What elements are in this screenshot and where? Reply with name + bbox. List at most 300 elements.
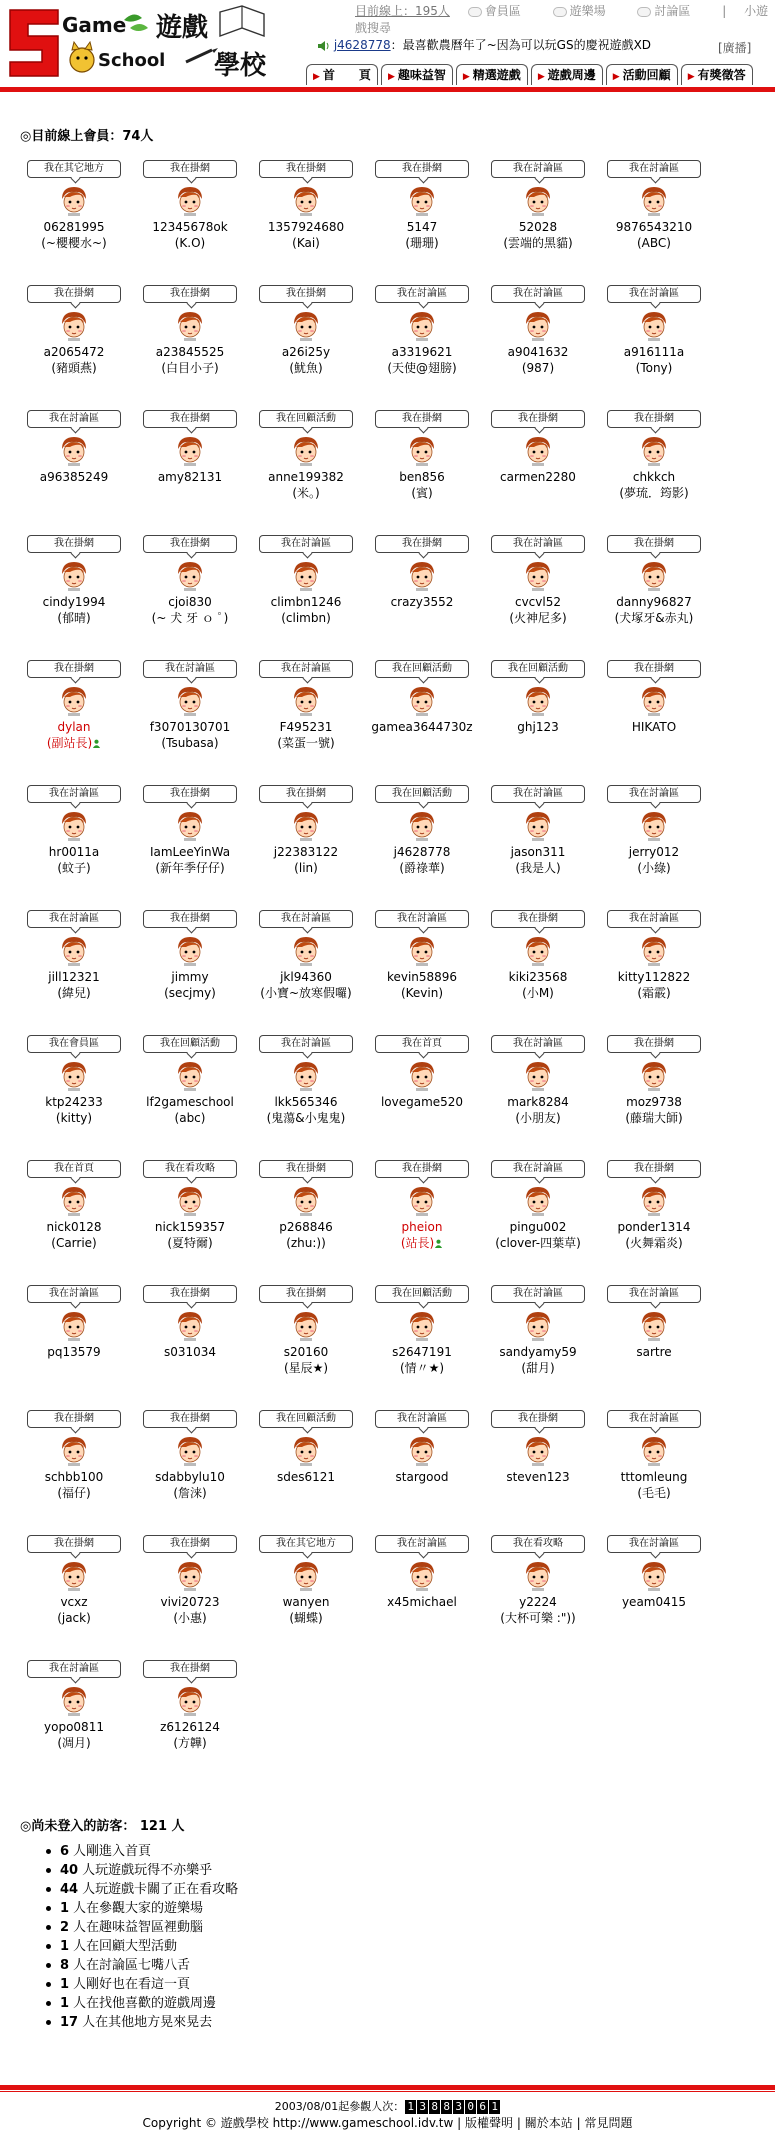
- member-username[interactable]: a3319621: [391, 345, 453, 359]
- tab-featured-games[interactable]: ▶ 精選遊戲: [456, 64, 528, 85]
- member-username[interactable]: a96385249: [39, 470, 109, 484]
- member-username[interactable]: sdabbylu10: [155, 1470, 225, 1484]
- member-location-badge: 我在討論區: [259, 535, 353, 553]
- member-username[interactable]: sartre: [636, 1345, 672, 1359]
- member-card[interactable]: [248, 785, 364, 905]
- ticker-user-link[interactable]: j4628778: [333, 38, 391, 52]
- member-username[interactable]: 1357924680: [267, 220, 345, 234]
- member-location-badge: 我在回顧活動: [491, 660, 585, 678]
- member-username[interactable]: anne199382: [268, 470, 344, 484]
- member-location-badge: 我在掛網: [607, 660, 701, 678]
- member-username[interactable]: f3070130701: [149, 720, 231, 734]
- avatar-icon: [173, 1559, 207, 1593]
- member-nickname: (~ 犬 牙 ｏ ﾟ): [151, 611, 229, 625]
- avatar-icon: [637, 184, 671, 218]
- member-username[interactable]: jerry012: [628, 845, 680, 859]
- member-username[interactable]: a2065472: [43, 345, 105, 359]
- minigame-search-link[interactable]: 小遊戲搜尋: [355, 4, 769, 35]
- member-nickname: (天使@翅膀): [387, 361, 457, 375]
- member-card[interactable]: [480, 535, 596, 655]
- member-username[interactable]: HIKATO: [631, 720, 677, 734]
- counter-digit: 3: [453, 2100, 464, 2114]
- avatar-icon: [521, 809, 555, 843]
- member-username[interactable]: sdes6121: [276, 1470, 336, 1484]
- member-nickname: (小綠): [637, 861, 671, 875]
- member-username[interactable]: ghj123: [517, 720, 559, 734]
- member-nickname: (菜蛋一號): [277, 736, 335, 750]
- member-nickname: (詹涞): [173, 1486, 207, 1500]
- counter-label: 2003/08/01起參觀人次：: [274, 2100, 405, 2113]
- member-username[interactable]: pingu002: [509, 1220, 567, 1234]
- member-username[interactable]: z6126124: [160, 1720, 220, 1734]
- member-location-badge: 我在掛網: [143, 410, 237, 428]
- member-nickname: (Tony): [635, 361, 673, 375]
- member-username[interactable]: pheion: [401, 1220, 443, 1234]
- online-count-link[interactable]: 目前線上：195人: [355, 4, 450, 18]
- member-card[interactable]: [480, 1160, 596, 1280]
- member-username[interactable]: 5147: [406, 220, 438, 234]
- member-location-badge: 我在掛網: [27, 1535, 121, 1553]
- member-card[interactable]: [596, 1535, 712, 1655]
- guest-list-item: [46, 1937, 238, 1956]
- member-username[interactable]: x45michael: [387, 1595, 457, 1609]
- arrow-icon: ▶: [462, 72, 470, 82]
- member-card[interactable]: [132, 535, 248, 655]
- member-username[interactable]: kiki23568: [508, 970, 568, 984]
- member-nickname: (小寶~放寒假囉): [260, 986, 352, 1000]
- member-nickname: (新年季仔仔): [155, 861, 225, 875]
- avatar-icon: [637, 434, 671, 468]
- member-location-badge: 我在討論區: [375, 285, 469, 303]
- member-username[interactable]: a9041632: [507, 345, 569, 359]
- avatar-icon: [521, 934, 555, 968]
- member-card[interactable]: [16, 785, 132, 905]
- member-location-badge: 我在討論區: [375, 1410, 469, 1428]
- online-members-title: ◎目前線上會員：74人: [20, 129, 154, 144]
- member-card[interactable]: [248, 1285, 364, 1405]
- member-nickname: (郁晴): [57, 611, 91, 625]
- member-card[interactable]: [248, 285, 364, 405]
- member-nickname: (987): [521, 361, 555, 375]
- member-card[interactable]: [364, 1535, 480, 1655]
- member-username[interactable]: hr0011a: [48, 845, 100, 859]
- member-location-badge: 我在掛網: [375, 535, 469, 553]
- avatar-icon: [637, 809, 671, 843]
- member-username[interactable]: IamLeeYinWa: [149, 845, 231, 859]
- member-username[interactable]: 52028: [518, 220, 558, 234]
- guest-count: 1: [60, 1996, 70, 2011]
- member-nickname: (lin): [294, 861, 318, 875]
- avatar-icon: [405, 1434, 439, 1468]
- member-nickname: (小朋友): [515, 1111, 561, 1125]
- member-nickname: (climbn): [281, 611, 331, 625]
- avatar-icon: [405, 184, 439, 218]
- avatar-icon: [289, 1434, 323, 1468]
- member-location-badge: 我在掛網: [491, 410, 585, 428]
- member-location-badge: 我在掛網: [143, 1285, 237, 1303]
- member-nickname: (方韡): [173, 1736, 207, 1750]
- member-card[interactable]: [480, 660, 596, 780]
- member-username[interactable]: sandyamy59: [499, 1345, 577, 1359]
- member-card[interactable]: [480, 785, 596, 905]
- avatar-icon: [173, 1059, 207, 1093]
- arrow-icon: ▶: [687, 72, 695, 82]
- member-card[interactable]: [248, 410, 364, 530]
- guest-count: 6: [60, 1844, 70, 1859]
- copyright-link[interactable]: 版權聲明: [465, 2116, 514, 2130]
- tab-puzzle[interactable]: ▶ 趣味益智: [381, 64, 453, 85]
- guest-count: 8: [60, 1958, 70, 1973]
- member-card[interactable]: [596, 160, 712, 280]
- copyright-text: Copyright © 遊戲學校 http://www.gameschool.idv.tw: [142, 2116, 454, 2130]
- avatar-icon: [521, 184, 555, 218]
- member-card[interactable]: [480, 160, 596, 280]
- member-nickname: (藤瑞大師): [625, 1111, 683, 1125]
- gameschool-logo[interactable]: [6, 2, 306, 84]
- member-username[interactable]: 9876543210: [615, 220, 693, 234]
- avatar-icon: [173, 309, 207, 343]
- member-nickname: (豬頭燕): [51, 361, 97, 375]
- member-card[interactable]: [16, 1410, 132, 1530]
- avatar-icon: [521, 559, 555, 593]
- member-location-badge: 我在回顧活動: [259, 410, 353, 428]
- member-username[interactable]: jill12321: [48, 970, 100, 984]
- member-card[interactable]: [132, 1410, 248, 1530]
- member-username[interactable]: lkk565346: [274, 1095, 338, 1109]
- member-card[interactable]: [364, 1285, 480, 1405]
- member-card[interactable]: [132, 660, 248, 780]
- avatar-icon: [57, 1059, 91, 1093]
- member-username[interactable]: amy82131: [157, 470, 223, 484]
- member-username[interactable]: jkl94360: [280, 970, 332, 984]
- avatar-icon: [57, 434, 91, 468]
- member-card[interactable]: [248, 535, 364, 655]
- member-location-badge: 我在掛網: [607, 535, 701, 553]
- member-username[interactable]: pq13579: [47, 1345, 101, 1359]
- member-card[interactable]: [364, 410, 480, 530]
- tab-event-review[interactable]: ▶ 活動回顧: [606, 64, 678, 85]
- guest-count: 2: [60, 1920, 70, 1935]
- site-header: [0, 0, 775, 92]
- member-card[interactable]: [248, 1410, 364, 1530]
- member-card[interactable]: [16, 160, 132, 280]
- member-card[interactable]: [16, 660, 132, 780]
- member-username[interactable]: crazy3552: [390, 595, 454, 609]
- member-location-badge: 我在掛網: [27, 1410, 121, 1428]
- member-card[interactable]: [132, 910, 248, 1030]
- member-card[interactable]: [132, 1285, 248, 1405]
- member-nickname: (毛毛): [637, 1486, 671, 1500]
- member-card[interactable]: [16, 1660, 132, 1780]
- member-username[interactable]: ben856: [399, 470, 445, 484]
- member-location-badge: 我在討論區: [491, 1160, 585, 1178]
- member-nickname: (小惠): [173, 1611, 207, 1625]
- member-card[interactable]: [596, 1160, 712, 1280]
- member-card[interactable]: [596, 1285, 712, 1405]
- member-username[interactable]: a23845525: [155, 345, 225, 359]
- member-card[interactable]: [364, 1160, 480, 1280]
- member-username[interactable]: carmen2280: [500, 470, 576, 484]
- member-location-badge: 我在掛網: [375, 1160, 469, 1178]
- guest-activity: 人剛進入首頁: [73, 1844, 152, 1859]
- member-card[interactable]: [248, 1160, 364, 1280]
- avatar-icon: [289, 1059, 323, 1093]
- arrow-icon: ▶: [612, 72, 620, 82]
- guest-list-item: [46, 2013, 238, 2032]
- member-card[interactable]: [132, 1160, 248, 1280]
- member-nickname: (K.O): [174, 236, 206, 250]
- member-card[interactable]: [132, 1035, 248, 1155]
- member-username[interactable]: kevin58896: [386, 970, 458, 984]
- member-location-badge: 我在首頁: [27, 1160, 121, 1178]
- tab-game-goods[interactable]: ▶ 遊戲周邊: [531, 64, 603, 85]
- cloud-icon: [553, 7, 567, 17]
- member-card[interactable]: [16, 1160, 132, 1280]
- avatar-icon: [173, 434, 207, 468]
- avatar-icon: [173, 809, 207, 843]
- member-username[interactable]: y2224: [519, 1595, 557, 1609]
- counter-digit: 8: [429, 2100, 440, 2114]
- faq-link[interactable]: 常見問題: [584, 2116, 633, 2130]
- member-card[interactable]: [132, 410, 248, 530]
- member-location-badge: 我在討論區: [491, 785, 585, 803]
- member-card[interactable]: [364, 535, 480, 655]
- guest-count: 1: [60, 1901, 70, 1916]
- member-username[interactable]: lovegame520: [380, 1095, 464, 1109]
- member-card[interactable]: [480, 1535, 596, 1655]
- member-username[interactable]: a26i25y: [281, 345, 331, 359]
- guest-activity: 人玩遊戲卡關了正在看攻略: [82, 1882, 239, 1897]
- member-nickname: (鬼蕩&小鬼鬼): [266, 1111, 346, 1125]
- member-location-badge: 我在討論區: [27, 410, 121, 428]
- member-card[interactable]: [364, 1035, 480, 1155]
- member-username[interactable]: jimmy: [171, 970, 209, 984]
- member-card[interactable]: [16, 535, 132, 655]
- member-location-badge: 我在討論區: [375, 910, 469, 928]
- guest-activity: 人在討論區七嘴八舌: [73, 1958, 191, 1973]
- playground-link[interactable]: 遊樂場: [553, 4, 620, 18]
- member-card[interactable]: [364, 910, 480, 1030]
- member-location-badge: 我在掛網: [491, 910, 585, 928]
- member-nickname: (~櫻櫻水~): [41, 236, 107, 250]
- member-username[interactable]: ktp24233: [45, 1095, 103, 1109]
- member-card[interactable]: [480, 1410, 596, 1530]
- member-card[interactable]: [596, 660, 712, 780]
- member-username[interactable]: kitty112822: [617, 970, 691, 984]
- member-location-badge: 我在討論區: [259, 910, 353, 928]
- member-card[interactable]: [16, 910, 132, 1030]
- avatar-icon: [57, 1434, 91, 1468]
- member-card[interactable]: [16, 1535, 132, 1655]
- member-location-badge: 我在掛網: [27, 660, 121, 678]
- avatar-icon: [521, 434, 555, 468]
- broadcast-link[interactable]: [廣播]: [718, 41, 752, 55]
- avatar-icon: [521, 1559, 555, 1593]
- member-location-badge: 我在回顧活動: [375, 785, 469, 803]
- member-username[interactable]: s2647191: [392, 1345, 452, 1359]
- guest-title: ◎尚未登入的訪客： 121 人: [20, 1819, 185, 1834]
- member-nickname: (Kevin): [400, 986, 444, 1000]
- member-card[interactable]: [248, 1535, 364, 1655]
- member-card[interactable]: [248, 660, 364, 780]
- avatar-icon: [289, 1184, 323, 1218]
- member-card[interactable]: [480, 1035, 596, 1155]
- member-nickname: (甜月): [521, 1361, 555, 1375]
- avatar-icon: [173, 1184, 207, 1218]
- member-username[interactable]: yeam0415: [621, 1595, 687, 1609]
- member-nickname: (火舞霜炎): [625, 1236, 683, 1250]
- counter-digit: 6: [477, 2100, 488, 2114]
- member-username[interactable]: nick0128: [46, 1220, 102, 1234]
- member-location-badge: 我在討論區: [27, 1285, 121, 1303]
- member-location-badge: 我在討論區: [607, 785, 701, 803]
- member-card[interactable]: [364, 1410, 480, 1530]
- member-username[interactable]: cjoi830: [168, 595, 212, 609]
- member-username[interactable]: p268846: [279, 1220, 333, 1234]
- member-username[interactable]: yopo0811: [44, 1720, 104, 1734]
- member-card[interactable]: [132, 285, 248, 405]
- member-username[interactable]: gamea3644730z: [371, 720, 473, 734]
- member-nickname: (情〃★): [399, 1361, 445, 1375]
- member-card[interactable]: [132, 785, 248, 905]
- member-location-badge: 我在掛網: [491, 1410, 585, 1428]
- member-username[interactable]: nick159357: [154, 1220, 226, 1234]
- member-username[interactable]: steven123: [506, 1470, 570, 1484]
- member-location-badge: 我在看攻略: [143, 1160, 237, 1178]
- counter-digit: 1: [489, 2100, 500, 2114]
- member-username[interactable]: vivi20723: [160, 1595, 220, 1609]
- member-location-badge: 我在掛網: [259, 160, 353, 178]
- member-card[interactable]: [364, 785, 480, 905]
- avatar-icon: [405, 1059, 439, 1093]
- member-username[interactable]: s20160: [283, 1345, 329, 1359]
- member-location-badge: 我在其它地方: [259, 1535, 353, 1553]
- avatar-icon: [57, 184, 91, 218]
- member-card[interactable]: [596, 410, 712, 530]
- avatar-icon: [521, 309, 555, 343]
- member-card[interactable]: [596, 1410, 712, 1530]
- cloud-icon: [637, 7, 651, 17]
- member-location-badge: 我在掛網: [27, 535, 121, 553]
- broadcast-ticker: [318, 36, 651, 53]
- member-username[interactable]: ponder1314: [617, 1220, 691, 1234]
- member-username[interactable]: schbb100: [44, 1470, 104, 1484]
- member-card[interactable]: [480, 285, 596, 405]
- footer-divider-thin: [0, 2091, 775, 2092]
- member-card[interactable]: [132, 160, 248, 280]
- member-card[interactable]: [596, 535, 712, 655]
- member-username[interactable]: j22383122: [273, 845, 339, 859]
- divider: |: [722, 4, 727, 18]
- member-username[interactable]: j4628778: [393, 845, 451, 859]
- member-card[interactable]: [596, 910, 712, 1030]
- guest-list-item: [46, 1918, 238, 1937]
- member-location-badge: 我在掛網: [607, 1035, 701, 1053]
- member-card[interactable]: [248, 160, 364, 280]
- avatar-icon: [57, 1559, 91, 1593]
- member-username[interactable]: jason311: [510, 845, 566, 859]
- member-username[interactable]: 06281995: [43, 220, 105, 234]
- member-username[interactable]: F495231: [279, 720, 333, 734]
- member-location-badge: 我在討論區: [491, 1285, 585, 1303]
- member-location-badge: 我在掛網: [259, 285, 353, 303]
- member-username[interactable]: cvcvl52: [514, 595, 561, 609]
- member-username[interactable]: a916111a: [623, 345, 685, 359]
- member-username[interactable]: danny96827: [616, 595, 692, 609]
- member-card[interactable]: [596, 785, 712, 905]
- tab-home[interactable]: ▶ 首 頁: [306, 64, 378, 85]
- member-card[interactable]: [364, 660, 480, 780]
- member-username[interactable]: 12345678ok: [152, 220, 228, 234]
- avatar-icon: [173, 184, 207, 218]
- member-card[interactable]: [480, 910, 596, 1030]
- member-card[interactable]: [16, 1285, 132, 1405]
- member-card[interactable]: [364, 285, 480, 405]
- about-link[interactable]: 關於本站: [524, 2116, 573, 2130]
- member-card[interactable]: [364, 160, 480, 280]
- member-nickname: (我是人): [515, 861, 561, 875]
- member-nickname: (ABC): [637, 236, 671, 250]
- member-location-badge: 我在討論區: [607, 160, 701, 178]
- forum-link[interactable]: 討論區: [637, 4, 704, 18]
- member-card[interactable]: [132, 1535, 248, 1655]
- member-username[interactable]: tttomleung: [620, 1470, 688, 1484]
- top-nav: [355, 2, 775, 36]
- member-card[interactable]: [16, 285, 132, 405]
- member-card[interactable]: [248, 1035, 364, 1155]
- member-username[interactable]: cindy1994: [42, 595, 106, 609]
- member-card[interactable]: [16, 410, 132, 530]
- member-username[interactable]: dylan: [57, 720, 91, 734]
- member-username[interactable]: stargood: [395, 1470, 449, 1484]
- svg-text:School: School: [98, 50, 166, 71]
- member-location-badge: 我在掛網: [259, 1160, 353, 1178]
- member-username[interactable]: chkkch: [632, 470, 676, 484]
- visit-counter: [0, 2098, 775, 2114]
- member-location-badge: 我在首頁: [375, 1035, 469, 1053]
- member-username[interactable]: mark8284: [507, 1095, 569, 1109]
- member-username[interactable]: lf2gameschool: [146, 1095, 234, 1109]
- member-card[interactable]: [596, 285, 712, 405]
- main-tabs: [306, 64, 756, 86]
- member-nickname: (魷魚): [289, 361, 323, 375]
- avatar-icon: [637, 684, 671, 718]
- member-nickname: (蚊子): [57, 861, 91, 875]
- member-nickname: (secjmy): [164, 986, 216, 1000]
- member-username[interactable]: vcxz: [60, 1595, 88, 1609]
- member-card[interactable]: [248, 910, 364, 1030]
- svg-text:Game: Game: [62, 13, 127, 37]
- member-username[interactable]: moz9738: [626, 1095, 682, 1109]
- tab-quiz[interactable]: ▶ 有獎徵答: [681, 64, 753, 85]
- member-card[interactable]: [596, 1035, 712, 1155]
- member-card[interactable]: [480, 410, 596, 530]
- avatar-icon: [405, 1184, 439, 1218]
- member-card[interactable]: [16, 1035, 132, 1155]
- member-area-link[interactable]: 會員區: [468, 4, 535, 18]
- member-card[interactable]: [132, 1660, 248, 1780]
- member-username[interactable]: s031034: [163, 1345, 217, 1359]
- member-card[interactable]: [480, 1285, 596, 1405]
- avatar-icon: [521, 1184, 555, 1218]
- avatar-icon: [637, 1184, 671, 1218]
- avatar-icon: [637, 1559, 671, 1593]
- member-nickname: (福仔): [57, 1486, 91, 1500]
- member-username[interactable]: wanyen: [282, 1595, 330, 1609]
- member-nickname: (珊珊): [405, 236, 439, 250]
- member-nickname: (abc): [174, 1111, 206, 1125]
- member-username[interactable]: climbn1246: [270, 595, 342, 609]
